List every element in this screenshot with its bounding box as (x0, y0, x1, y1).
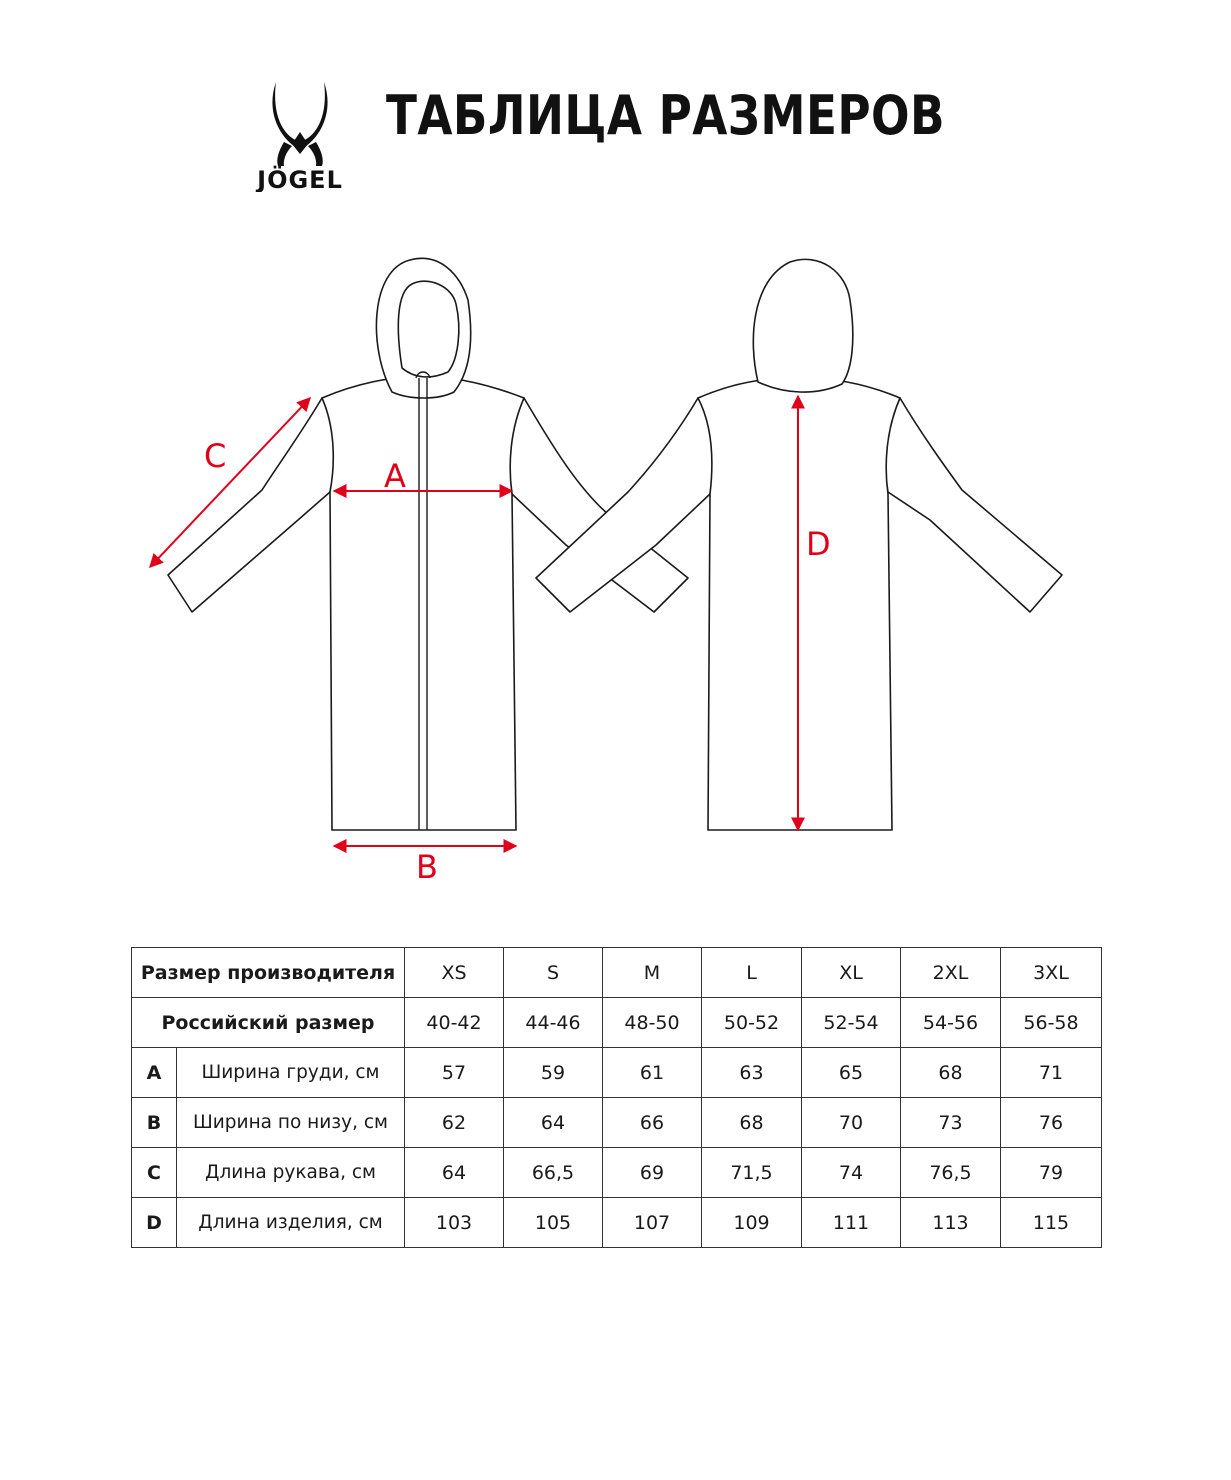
value-cell: 79 (1001, 1148, 1102, 1198)
measure-a-label: A (384, 457, 406, 495)
value-cell: 109 (702, 1198, 802, 1248)
value-cell: 71 (1001, 1048, 1102, 1098)
row-label: Длина рукава, см (177, 1148, 405, 1198)
russian-size-label: Российский размер (132, 998, 405, 1048)
table-row (132, 1198, 1102, 1248)
row-letter: C (132, 1148, 177, 1198)
size-table (131, 947, 1102, 1248)
value-cell: 61 (603, 1048, 702, 1098)
value-cell: 68 (901, 1048, 1001, 1098)
value-cell: 73 (901, 1098, 1001, 1148)
russian-size-row (132, 998, 1102, 1048)
row-label: Ширина по низу, см (177, 1098, 405, 1148)
size-cell: M (603, 948, 702, 998)
size-cell: XS (405, 948, 504, 998)
table-row (132, 1048, 1102, 1098)
value-cell: 70 (802, 1098, 901, 1148)
table-row (132, 1148, 1102, 1198)
size-cell: XL (802, 948, 901, 998)
table-row (132, 1098, 1102, 1148)
row-label: Длина изделия, см (177, 1198, 405, 1248)
value-cell: 66 (603, 1098, 702, 1148)
row-letter: B (132, 1098, 177, 1148)
value-cell: 76,5 (901, 1148, 1001, 1198)
russian-size-cell: 48-50 (603, 998, 702, 1048)
value-cell: 113 (901, 1198, 1001, 1248)
value-cell: 111 (802, 1198, 901, 1248)
russian-size-cell: 54-56 (901, 998, 1001, 1048)
measure-d-label: D (806, 525, 831, 563)
value-cell: 57 (405, 1048, 504, 1098)
value-cell: 63 (702, 1048, 802, 1098)
row-letter: A (132, 1048, 177, 1098)
value-cell: 62 (405, 1098, 504, 1148)
row-label: Ширина груди, см (177, 1048, 405, 1098)
size-cell: 2XL (901, 948, 1001, 998)
russian-size-cell: 44-46 (504, 998, 603, 1048)
manufacturer-size-label: Размер производителя (132, 948, 405, 998)
value-cell: 105 (504, 1198, 603, 1248)
value-cell: 107 (603, 1198, 702, 1248)
page-title: ТАБЛИЦА РАЗМЕРОВ (386, 84, 946, 147)
russian-size-cell: 40-42 (405, 998, 504, 1048)
value-cell: 69 (603, 1148, 702, 1198)
measure-b-label: B (416, 848, 438, 886)
svg-text:JÖGEL: JÖGEL (257, 166, 343, 192)
measure-c-label: C (204, 437, 227, 475)
value-cell: 115 (1001, 1198, 1102, 1248)
jogel-logo (238, 80, 362, 192)
value-cell: 59 (504, 1048, 603, 1098)
garment-diagram (0, 240, 1231, 900)
size-cell: 3XL (1001, 948, 1102, 998)
value-cell: 76 (1001, 1098, 1102, 1148)
russian-size-cell: 52-54 (802, 998, 901, 1048)
russian-size-cell: 56-58 (1001, 998, 1102, 1048)
value-cell: 66,5 (504, 1148, 603, 1198)
value-cell: 103 (405, 1198, 504, 1248)
row-letter: D (132, 1198, 177, 1248)
value-cell: 64 (504, 1098, 603, 1148)
value-cell: 71,5 (702, 1148, 802, 1198)
size-cell: L (702, 948, 802, 998)
manufacturer-size-row (132, 948, 1102, 998)
value-cell: 65 (802, 1048, 901, 1098)
value-cell: 74 (802, 1148, 901, 1198)
value-cell: 68 (702, 1098, 802, 1148)
size-cell: S (504, 948, 603, 998)
russian-size-cell: 50-52 (702, 998, 802, 1048)
value-cell: 64 (405, 1148, 504, 1198)
